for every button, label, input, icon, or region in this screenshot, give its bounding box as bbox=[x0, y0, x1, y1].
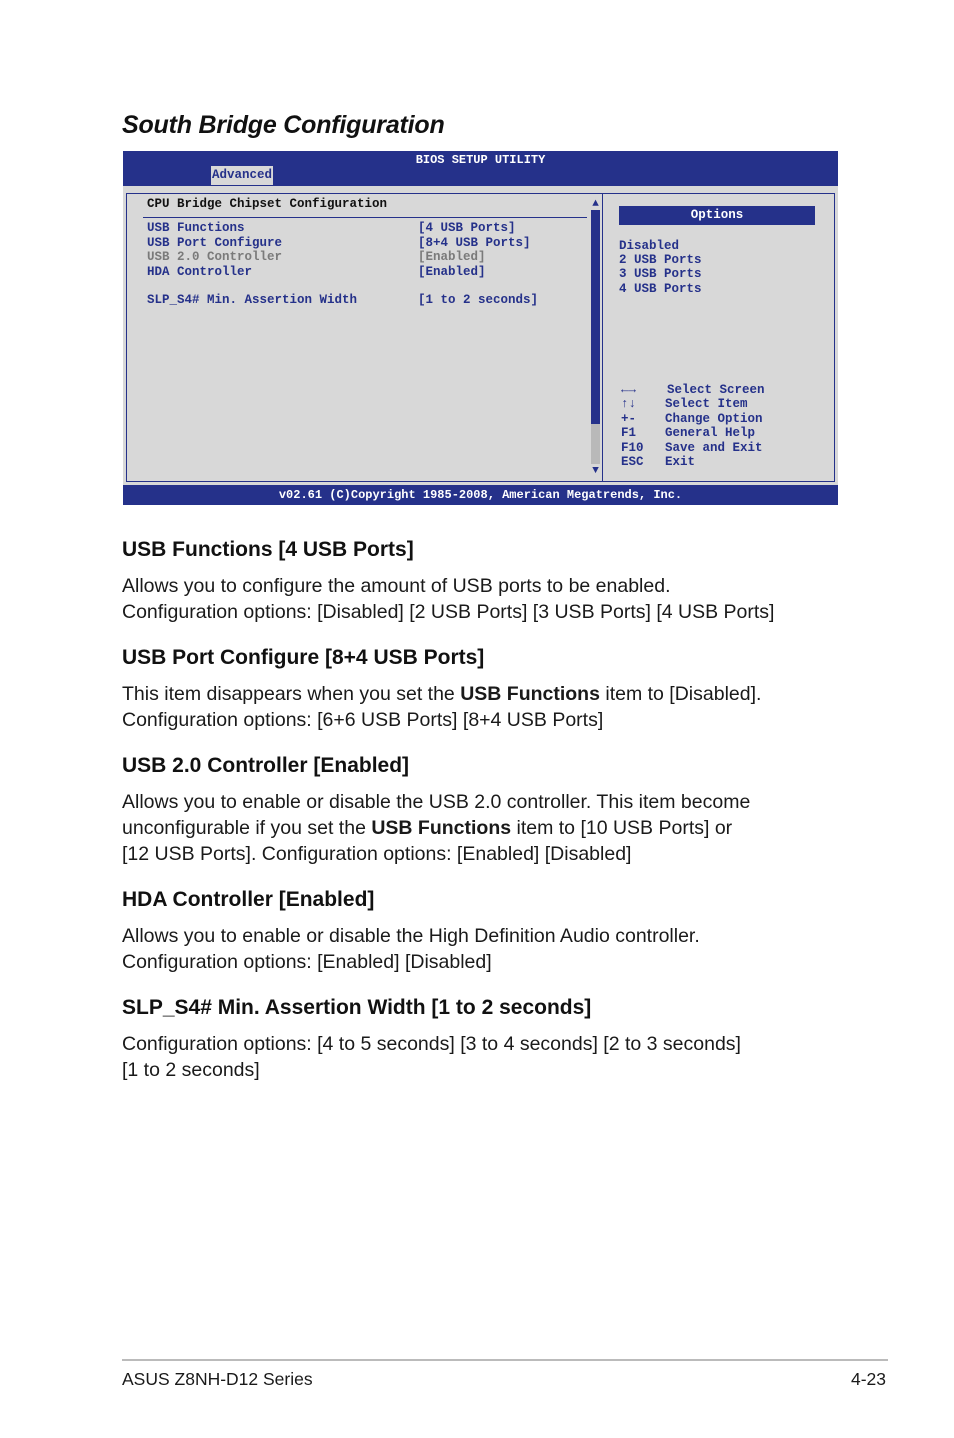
value-usb-functions[interactable]: [4 USB Ports] bbox=[418, 221, 516, 235]
text-line: Allows you to enable or disable the USB 2.0 controller. This item become bbox=[122, 791, 751, 813]
pane-divider bbox=[602, 194, 603, 481]
bios-title: BIOS SETUP UTILITY bbox=[415, 153, 546, 167]
section-title: CPU Bridge Chipset Configuration bbox=[147, 197, 388, 211]
option-3-usb-ports[interactable]: 3 USB Ports bbox=[619, 267, 702, 281]
value-slp-s4-width[interactable]: [1 to 2 seconds] bbox=[418, 293, 539, 307]
footer-product: ASUS Z8NH-D12 Series bbox=[122, 1369, 313, 1389]
text-line: [1 to 2 seconds] bbox=[122, 1059, 260, 1081]
key-left-right: ←→ bbox=[621, 383, 637, 397]
bios-screenshot bbox=[123, 151, 838, 505]
bios-frame bbox=[126, 193, 835, 482]
text-bold: USB Functions bbox=[460, 683, 600, 705]
key-up-down: ↑↓ bbox=[621, 397, 637, 411]
text-usb-20-controller bbox=[122, 789, 842, 867]
text-bold: USB Functions bbox=[371, 817, 512, 839]
settings-pane bbox=[131, 196, 599, 477]
text-line: item to [10 USB Ports] or bbox=[511, 817, 733, 839]
text-line: Allows you to configure the amount of USB ports to be enabled. bbox=[122, 575, 671, 597]
item-slp-s4-width[interactable]: SLP_S4# Min. Assertion Width bbox=[147, 293, 358, 307]
text-slp-s4-width bbox=[122, 1031, 822, 1083]
value-usb-20-controller: [Enabled] bbox=[418, 250, 486, 264]
tab-advanced[interactable]: Advanced bbox=[211, 166, 273, 185]
text-line: Configuration options: [Enabled] [Disabled] bbox=[122, 951, 492, 973]
options-header: Options bbox=[619, 206, 815, 225]
text-line: Allows you to enable or disable the High Definition Audio controller. bbox=[122, 925, 700, 947]
heading-usb-20-controller: USB 2.0 Controller [Enabled] bbox=[122, 754, 410, 777]
option-disabled[interactable]: Disabled bbox=[619, 239, 680, 253]
bios-header bbox=[123, 151, 838, 186]
option-4-usb-ports[interactable]: 4 USB Ports bbox=[619, 282, 702, 296]
text-line: item to [Disabled]. bbox=[599, 683, 762, 705]
text-line: Configuration options: [Disabled] [2 USB Ports] [3 USB Ports] [4 USB Ports] bbox=[122, 601, 775, 623]
key-esc: ESC bbox=[621, 455, 644, 469]
key-desc-general-help: General Help bbox=[665, 426, 756, 440]
key-f1: F1 bbox=[621, 426, 637, 440]
value-hda-controller[interactable]: [Enabled] bbox=[418, 265, 486, 279]
option-2-usb-ports[interactable]: 2 USB Ports bbox=[619, 253, 702, 267]
key-f10: F10 bbox=[621, 441, 644, 455]
key-desc-save-exit: Save and Exit bbox=[665, 441, 763, 455]
footer-divider bbox=[122, 1359, 888, 1361]
text-line: This item disappears when you set the bbox=[122, 683, 461, 705]
value-usb-port-configure[interactable]: [8+4 USB Ports] bbox=[418, 236, 531, 250]
text-usb-port-configure bbox=[122, 681, 822, 733]
scroll-up-arrow-icon[interactable]: ▲ bbox=[592, 198, 599, 210]
key-desc-select-item: Select Item bbox=[665, 397, 748, 411]
key-desc-select-screen: Select Screen bbox=[667, 383, 765, 397]
item-usb-20-controller: USB 2.0 Controller bbox=[147, 250, 283, 264]
scroll-thumb[interactable] bbox=[591, 210, 600, 424]
item-usb-port-configure[interactable]: USB Port Configure bbox=[147, 236, 283, 250]
key-desc-exit: Exit bbox=[665, 455, 696, 469]
text-line: Configuration options: [4 to 5 seconds] [3 to 4 seconds] [2 to 3 seconds] bbox=[122, 1033, 741, 1055]
heading-hda-controller: HDA Controller [Enabled] bbox=[122, 888, 375, 911]
scroll-track[interactable] bbox=[591, 210, 600, 464]
text-usb-functions bbox=[122, 573, 822, 625]
item-usb-functions[interactable]: USB Functions bbox=[147, 221, 245, 235]
text-line: [12 USB Ports]. Configuration options: [Enabled] [Disabled] bbox=[122, 843, 632, 865]
heading-slp-s4-width: SLP_S4# Min. Assertion Width [1 to 2 seconds] bbox=[122, 996, 592, 1019]
page-number: 4-23 bbox=[850, 1369, 886, 1389]
scroll-down-arrow-icon[interactable]: ▼ bbox=[592, 465, 599, 477]
heading-usb-port-configure: USB Port Configure [8+4 USB Ports] bbox=[122, 646, 485, 669]
key-plus-minus: +- bbox=[621, 412, 637, 426]
page-title: South Bridge Configuration bbox=[122, 111, 445, 139]
bios-footer: v02.61 (C)Copyright 1985-2008, American Megatrends, Inc. bbox=[123, 485, 838, 505]
item-hda-controller[interactable]: HDA Controller bbox=[147, 265, 253, 279]
heading-usb-functions: USB Functions [4 USB Ports] bbox=[122, 538, 414, 561]
key-desc-change-option: Change Option bbox=[665, 412, 763, 426]
section-divider bbox=[143, 217, 587, 218]
text-line: unconfigurable if you set the bbox=[122, 817, 372, 839]
text-line: Configuration options: [6+6 USB Ports] [8+4 USB Ports] bbox=[122, 709, 604, 731]
text-hda-controller bbox=[122, 923, 822, 975]
scrollbar[interactable] bbox=[589, 196, 602, 481]
